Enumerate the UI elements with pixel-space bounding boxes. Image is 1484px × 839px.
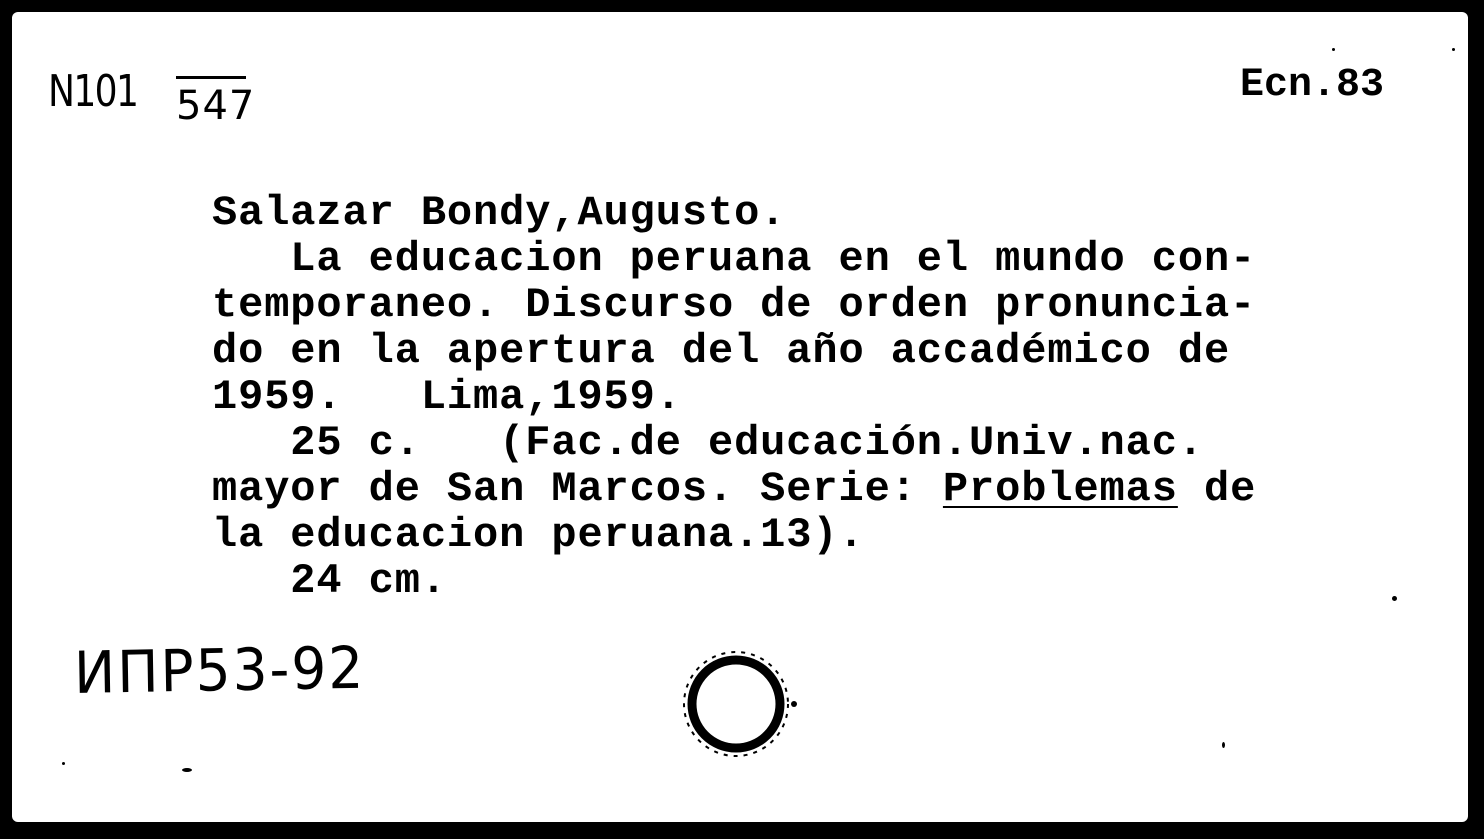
imprint-line: 1959. Lima,1959. xyxy=(212,373,682,421)
title-line-2: temporaneo. Discurso de orden pronuncia- xyxy=(212,281,1257,329)
speck xyxy=(1452,48,1455,51)
speck xyxy=(1222,742,1225,748)
speck xyxy=(62,762,65,765)
fraction-bar xyxy=(176,76,246,79)
handwritten-call-number: N101 xyxy=(48,66,138,117)
speck xyxy=(1332,48,1335,51)
collation-line: 25 c. (Fac.de educación.Univ.nac. xyxy=(212,419,1204,467)
series-line-start: mayor de San Marcos. Serie: xyxy=(212,465,943,513)
speck xyxy=(182,768,192,772)
title-line-1: La educacion peruana en el mundo con- xyxy=(212,235,1257,283)
punch-hole-icon xyxy=(670,642,806,762)
fraction-denominator: 547 xyxy=(176,83,256,129)
handwritten-inventory-number: ИПР53-92 xyxy=(73,633,366,707)
series-line-end: de xyxy=(1177,465,1257,513)
author-line: Salazar Bondy,Augusto. xyxy=(212,189,787,237)
call-number-fraction xyxy=(176,74,256,138)
catalog-card xyxy=(12,12,1468,822)
collection-code: Ecn.83 xyxy=(1240,63,1385,108)
series-line xyxy=(212,465,1257,513)
title-line-3: do en la apertura del año accadémico de xyxy=(212,327,1231,375)
bibliographic-entry xyxy=(212,189,1257,654)
speck xyxy=(1392,596,1397,601)
series-line-2: la educacion peruana.13). xyxy=(212,511,865,559)
size-line: 24 cm. xyxy=(212,557,447,605)
series-title-underlined: Problemas xyxy=(942,465,1178,513)
